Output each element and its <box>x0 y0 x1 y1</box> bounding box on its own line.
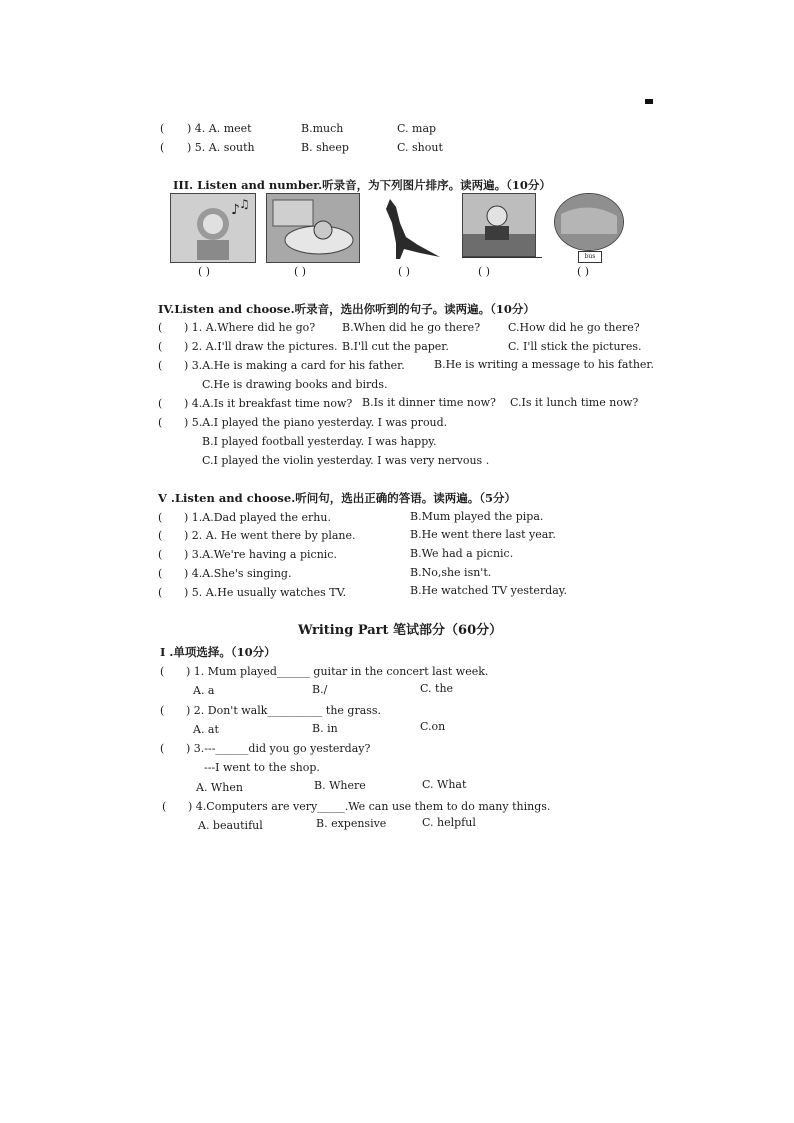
option-a: ) 3.A.We're having a picnic. <box>184 548 337 561</box>
kangaroo-picture <box>370 193 450 261</box>
option-a: ) 4.A.Is it breakfast time now? <box>184 397 353 410</box>
option-c: C. What <box>422 778 467 791</box>
answer-paren[interactable]: ( <box>158 567 163 580</box>
section-title-listen-choose-answer: V .Listen and choose.听问句，选出正确的答语。读两遍。（5分） <box>158 491 516 505</box>
answer-paren[interactable]: ( <box>160 704 165 717</box>
option-c: C. shout <box>397 141 443 154</box>
answer-paren[interactable]: ( <box>158 321 163 334</box>
singing-girl-picture <box>170 193 256 263</box>
option-a: ) 1.A.Dad played the erhu. <box>184 511 331 524</box>
picture-bracket-4[interactable]: ( ) <box>478 265 491 278</box>
option-b: B.Is it dinner time now? <box>362 396 496 409</box>
answer-paren[interactable]: ( <box>158 397 163 410</box>
section-title-listen-number: III. Listen and number.听录音，为下列图片排序。读两遍。（10分） <box>173 178 551 192</box>
option-b: B.When did he go there? <box>342 321 481 334</box>
answer-paren[interactable]: ( <box>160 141 165 154</box>
question-2: ) 2. Don't walk__________ the grass. <box>186 704 382 717</box>
answer-paren[interactable]: ( <box>160 122 165 135</box>
option-c: C.I played the violin yesterday. I was very nervous . <box>202 454 490 467</box>
answer-paren[interactable]: ( <box>158 359 163 372</box>
option-b: B.We had a picnic. <box>410 547 514 560</box>
sleeping-boy-picture <box>266 193 360 263</box>
answer-paren[interactable]: ( <box>158 529 163 542</box>
option-b: B. Where <box>314 779 366 792</box>
option-a: ) 5. A.He usually watches TV. <box>184 586 347 599</box>
answer-paren[interactable]: ( <box>158 340 163 353</box>
option-b: B./ <box>312 683 328 696</box>
option-a: ) 5.A.I played the piano yesterday. I was proud. <box>184 416 448 429</box>
option-b: B.I'll cut the paper. <box>342 340 449 353</box>
bus-sign: bus <box>578 251 602 263</box>
option-a: A. When <box>196 781 243 794</box>
divider <box>462 257 542 258</box>
option-a: ) 2. A.I'll draw the pictures. <box>184 340 338 353</box>
option-b: B.He watched TV yesterday. <box>410 584 568 597</box>
option-b: B.He is writing a message to his father. <box>434 358 654 371</box>
option-c: C.How did he go there? <box>508 321 640 334</box>
option-a: ) 5. A. south <box>187 141 255 154</box>
option-a: A. a <box>193 684 215 697</box>
option-b: B.I played football yesterday. I was happy. <box>202 435 437 448</box>
option-a: A. beautiful <box>198 819 263 832</box>
corner-mark <box>645 99 653 104</box>
answer-paren[interactable]: ( <box>162 800 167 813</box>
option-b: B.much <box>301 122 344 135</box>
option-b: B.Mum played the pipa. <box>410 510 544 523</box>
option-b: B.No,she isn't. <box>410 566 492 579</box>
bus-stop-picture <box>554 193 624 251</box>
answer-paren[interactable]: ( <box>158 548 163 561</box>
question-3: ) 3.---______did you go yesterday? <box>186 742 371 755</box>
option-a: A. at <box>193 723 219 736</box>
option-c: C.He is drawing books and birds. <box>202 378 388 391</box>
picture-bracket-3[interactable]: ( ) <box>398 265 411 278</box>
option-a: ) 3.A.He is making a card for his father. <box>184 359 405 372</box>
svg-text:♫: ♫ <box>239 197 250 211</box>
answer-paren[interactable]: ( <box>158 416 163 429</box>
option-c: C.on <box>420 720 446 733</box>
option-c: C.Is it lunch time now? <box>510 396 639 409</box>
picture-bracket-2[interactable]: ( ) <box>294 265 307 278</box>
picture-bracket-1[interactable]: ( ) <box>198 265 211 278</box>
option-c: C. map <box>397 122 437 135</box>
boy-at-board-picture <box>462 193 536 257</box>
answer-paren[interactable]: ( <box>158 511 163 524</box>
option-b: B.He went there last year. <box>410 528 556 541</box>
question-4: ) 4.Computers are very_____.We can use them to do many things. <box>188 800 551 813</box>
picture-bracket-5[interactable]: ( ) <box>577 265 590 278</box>
svg-text:♪: ♪ <box>231 202 240 218</box>
section-title-listen-choose-sentence: IV.Listen and choose.听录音，选出你听到的句子。读两遍。（10分） <box>158 302 535 316</box>
section-title-single-choice: I .单项选择。（10分） <box>160 645 276 659</box>
answer-paren[interactable]: ( <box>160 742 165 755</box>
question-3-response: ---I went to the shop. <box>204 761 320 774</box>
option-a: ) 4. A. meet <box>187 122 252 135</box>
answer-paren[interactable]: ( <box>158 586 163 599</box>
option-c: C. the <box>420 682 454 695</box>
option-a: ) 1. A.Where did he go? <box>184 321 316 334</box>
answer-paren[interactable]: ( <box>160 665 165 678</box>
option-c: C. I'll stick the pictures. <box>508 340 642 353</box>
writing-part-title: Writing Part 笔试部分（60分） <box>298 623 503 638</box>
option-b: B. expensive <box>316 817 387 830</box>
option-c: C. helpful <box>422 816 476 829</box>
option-a: ) 2. A. He went there by plane. <box>184 529 356 542</box>
option-b: B. in <box>312 722 338 735</box>
option-a: ) 4.A.She's singing. <box>184 567 292 580</box>
option-b: B. sheep <box>301 141 349 154</box>
question-1: ) 1. Mum played______ guitar in the concert last week. <box>186 665 489 678</box>
